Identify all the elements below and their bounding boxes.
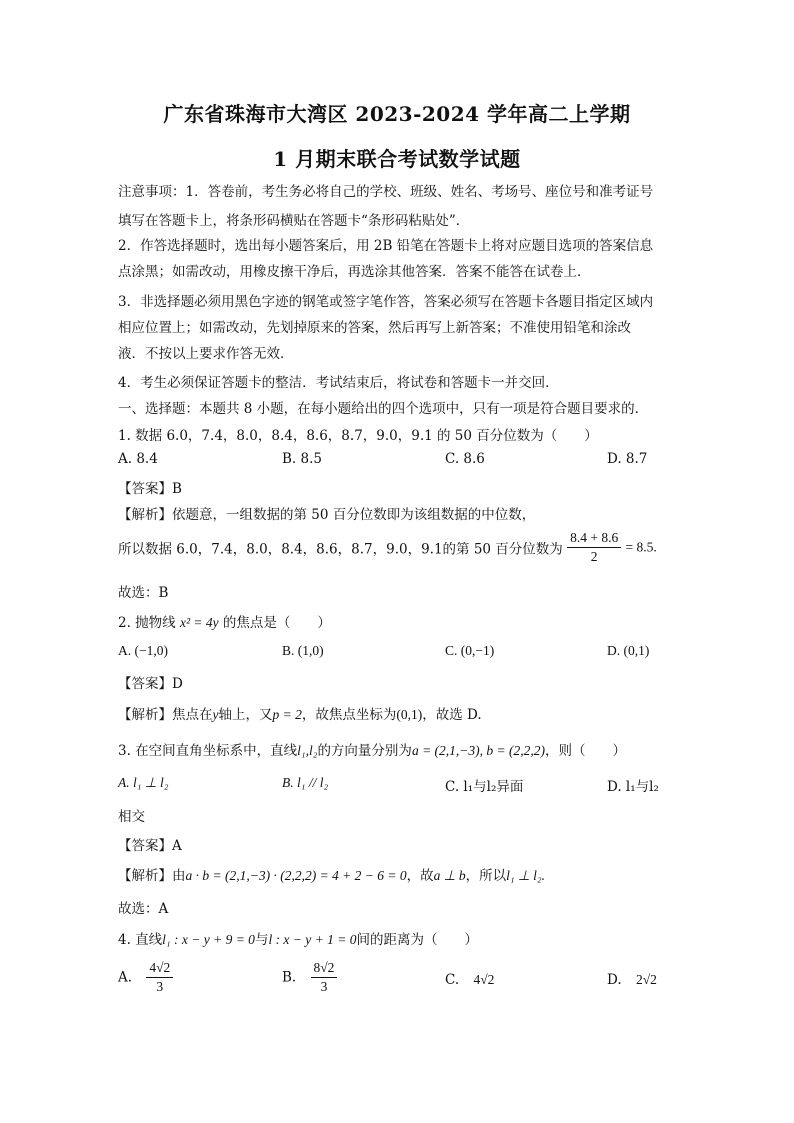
fraction-denominator: 3 [320,979,328,994]
q2-analysis-suffix: ，故选 D. [422,707,482,723]
q3-analysis-prefix: 【解析】由 [118,868,186,884]
option-label: D. [607,972,622,988]
q1-analysis-result: = 8.5. [625,539,657,555]
question-2-stem [118,611,331,631]
q3-analysis-mid: ，故 [406,868,434,884]
q2-option-a: A. (−1,0) [118,643,168,658]
q1-median-fraction [567,530,621,565]
option-label: B. [282,969,297,986]
q3-answer: 【答案】A [118,838,182,854]
q3-perpendicular-vectors: a ⊥ b [433,868,466,883]
option-label: A. [118,969,133,986]
q4-option-b [282,960,337,995]
q2-analysis [118,703,482,723]
q2-option-c: C. (0,−1) [445,643,495,658]
q1-answer: 【答案】B [118,481,182,497]
q1-analysis-line2 [118,530,657,565]
exam-title-line1: 广东省珠海市大湾区 2023-2024 学年高二上学期 [163,102,631,126]
q3-conclusion-math: l₁ ⊥ l₂. [506,868,545,883]
note-line: 2．作答选择题时，选出每小题答案后，用 2B 铅笔在答题卡上将对应题目选项的答案信息 [118,238,654,254]
q3-stem-mid: 的方向量分别为 [317,743,412,759]
q4-line-l: l : x − y + 1 = 0 [268,932,357,947]
q3-stem-prefix: 3. 在空间直角坐标系中，直线 [118,743,298,759]
q3-analysis [118,864,545,884]
note-line: 液．不按以上要求作答无效． [118,346,294,362]
q4-option-c-value: 4√2 [473,972,495,987]
q1-analysis-line1: 【解析】依题意，一组数据的第 50 百分位数即为该组数据的中位数， [118,507,536,523]
q3-option-b: B. l₁ // l₂ [282,775,329,790]
q2-analysis-mid2: ，故焦点坐标为 [301,707,397,723]
section-heading: 一、选择题：本题共 8 小题，在每小题给出的四个选项中，只有一项是符合题目要求的． [118,401,649,417]
q2-stem-prefix: 2. 抛物线 [118,615,176,631]
q3-dot-product: a · b = (2,1,−3) · (2,2,2) = 4 + 2 − 6 = 0 [185,868,407,883]
note-line: 4．考生必须保证答题卡的整洁．考试结束后，将试卷和答题卡一并交回． [118,375,559,391]
q2-parabola-equation: x² = 4y [179,615,219,630]
q1-conclusion: 故选：B [118,585,169,601]
question-3-stem [118,739,626,759]
q1-option-b: B. 8.5 [282,451,322,467]
exam-title-line2: 1 月期末联合考试数学试题 [273,147,521,171]
q3-analysis-mid2: ，所以 [465,868,507,884]
option-label: C. [445,972,460,988]
q1-option-a: A. 8.4 [118,451,158,467]
q4-option-b-fraction [311,960,338,995]
fraction-numerator: 8.4 + 8.6 [567,530,621,548]
q2-option-d: D. (0,1) [607,643,650,658]
fraction-denominator: 2 [590,549,598,564]
q2-focus-coordinate: (0,1) [396,707,423,722]
q4-option-d [607,972,657,988]
q3-direction-vectors: a = (2,1,−3), b = (2,2,2) [411,743,545,758]
fraction-numerator: 4√2 [146,960,173,978]
q2-stem-suffix: 的焦点是（ ） [222,615,331,631]
question-4-stem [118,928,478,948]
q4-option-c [445,972,494,988]
q4-stem-mid: 与 [254,932,269,948]
note-line: 相应位置上；如需改动，先划掉原来的答案，然后再写上新答案；不准使用铅笔和涂改 [118,320,631,336]
q3-option-c: C. l₁与l₂异面 [445,779,524,795]
q3-stem-suffix: ，则（ ） [545,743,626,759]
q1-analysis-text: 所以数据 6.0，7.4，8.0，8.4，8.6，8.7，9.0，9.1的第 50 百分位数为 [118,541,563,558]
q3-option-a: A. l₁ ⊥ l₂ [118,775,169,790]
q2-option-b: B. (1,0) [282,643,324,658]
q4-option-a [118,960,173,995]
q2-answer: 【答案】D [118,676,183,692]
q1-option-c: C. 8.6 [445,451,485,467]
q3-line-names: l₁,l₂ [297,743,318,758]
q3-conclusion: 故选：A [118,901,169,917]
q3-option-d-wrap: 相交 [118,809,145,825]
fraction-denominator: 3 [156,979,164,994]
q2-axis-symbol: y [212,707,219,722]
note-line: 注意事项：1．答卷前，考生务必将自己的学校、班级、姓名、考场号、座位号和准考证号 [118,184,654,200]
note-line: 点涂黑；如需改动，用橡皮擦干净后，再选涂其他答案．答案不能答在试卷上． [118,264,591,280]
q2-p-value: p = 2 [272,707,302,722]
question-1-stem: 1. 数据 6.0，7.4，8.0，8.4，8.6，8.7，9.0，9.1 的 50 百分位数为（ ） [118,428,598,444]
q4-line-l1: l₁ : x − y + 9 = 0 [162,932,255,947]
q4-option-d-value: 2√2 [635,972,657,987]
q2-analysis-prefix: 【解析】焦点在 [118,707,213,723]
q3-option-d: D. l₁与l₂ [607,779,659,795]
fraction-numerator: 8√2 [311,960,338,978]
q2-analysis-mid: 轴上，又 [218,707,273,723]
q4-stem-suffix: 间的距离为（ ） [356,932,478,948]
q1-option-d: D. 8.7 [607,451,648,467]
note-line: 填写在答题卡上，将条形码横贴在答题卡“条形码粘贴处”． [118,213,470,229]
note-line: 3．非选择题必须用黑色字迹的钢笔或签字笔作答，答案必须写在答题卡各题目指定区域内 [118,294,654,310]
q4-option-a-fraction [146,960,173,995]
q4-stem-prefix: 4. 直线 [118,932,163,948]
